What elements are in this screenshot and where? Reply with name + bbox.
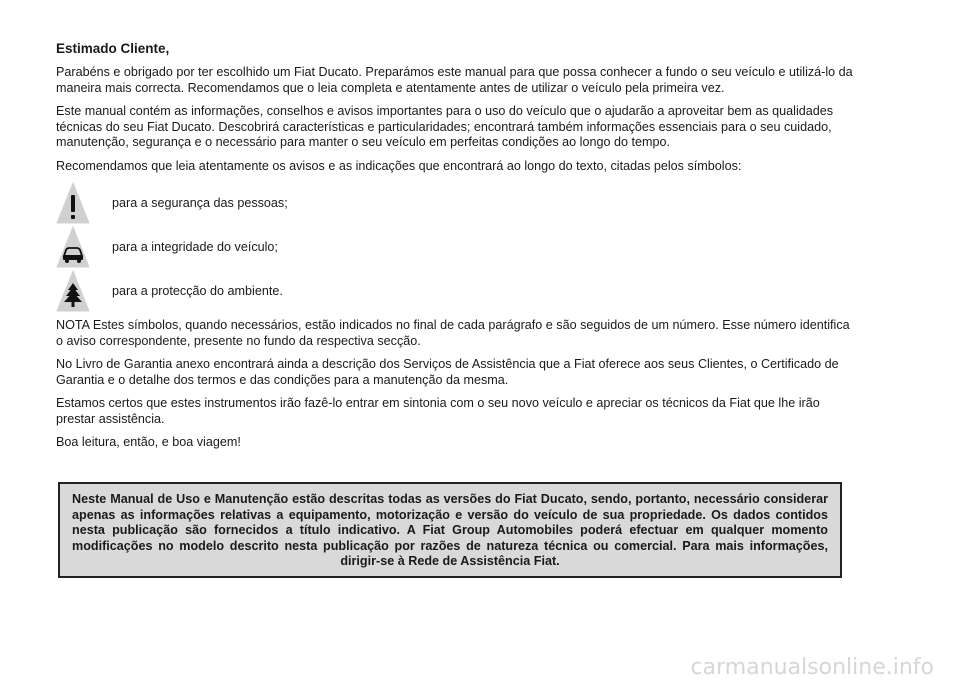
disclaimer-box bbox=[58, 482, 842, 578]
disclaimer-text: Neste Manual de Uso e Manutenção estão descritas todas as versões do Fiat Ducato, sendo, portanto, necessário considerar apenas as informações relativas a equipamento, motorização e versão do veículo de sua propriedade. Os dados contidos nesta publicação são fornecidos a título indicativo. A Fiat Group Automobiles poderá efectuar em qualquer momento modificações no modelo descrito nesta publicação por razões de natureza técnica ou comercial. Para mais informações, dirigir-se à Rede de Assistência Fiat. bbox=[72, 492, 828, 568]
manual-page bbox=[56, 40, 856, 459]
symbol-list bbox=[56, 182, 856, 312]
warranty-paragraph: No Livro de Garantia anexo encontrará ainda a descrição dos Serviços de Assistência que a Fiat oferece aos seus Clientes, o Certificado de Garantia e o detalhe dos termos e das condições para a manutenção da mesma. bbox=[56, 357, 839, 387]
symbol-text: para a integridade do veículo; bbox=[112, 240, 278, 254]
symbol-item bbox=[56, 270, 856, 312]
closing-paragraph: Boa leitura, então, e boa viagem! bbox=[56, 435, 241, 449]
warning-person-icon bbox=[56, 182, 90, 224]
symbol-item bbox=[56, 182, 856, 224]
intro-paragraph: Recomendamos que leia atentamente os avisos e as indicações que encontrará ao longo do texto, citadas pelos símbolos: bbox=[56, 158, 742, 173]
intro-paragraph: Este manual contém as informações, conselhos e avisos importantes para o uso do veículo que o ajudarão a aproveitar bem as qualidades técnicas do seu Fiat Ducato. Descobrirá características e particularidades; encontrará também informações essenciais para o seu cuidado, manutenção, segurança e o necessário para manter o seu veículo em perfeitas condições ao longo do tempo. bbox=[56, 104, 834, 149]
watermark: carmanualsonline.info bbox=[690, 655, 934, 680]
greeting-heading: Estimado Cliente, bbox=[56, 41, 170, 56]
symbol-text: para a protecção do ambiente. bbox=[112, 284, 283, 298]
symbol-item bbox=[56, 226, 856, 268]
intro-paragraph: Parabéns e obrigado por ter escolhido um Fiat Ducato. Preparámos este manual para que possa conhecer a fundo o seu veículo e utilizá-lo da maneira mais correcta. Recomendamos que o leia completa e atentamente antes de utilizar o veículo pela primeira vez. bbox=[56, 65, 853, 95]
vehicle-icon bbox=[56, 226, 90, 268]
assistance-paragraph: Estamos certos que estes instrumentos irão fazê-lo entrar em sintonia com o seu novo veículo e apreciar os técnicos da Fiat que lhe irão prestar assistência. bbox=[56, 396, 820, 426]
symbol-text: para a segurança das pessoas; bbox=[112, 196, 288, 210]
tree-environment-icon bbox=[56, 270, 90, 312]
note-paragraph: NOTA Estes símbolos, quando necessários, estão indicados no final de cada parágrafo e são seguidos de um número. Esse número identifica o aviso correspondente, presente no fundo da respectiva secção. bbox=[56, 318, 850, 348]
